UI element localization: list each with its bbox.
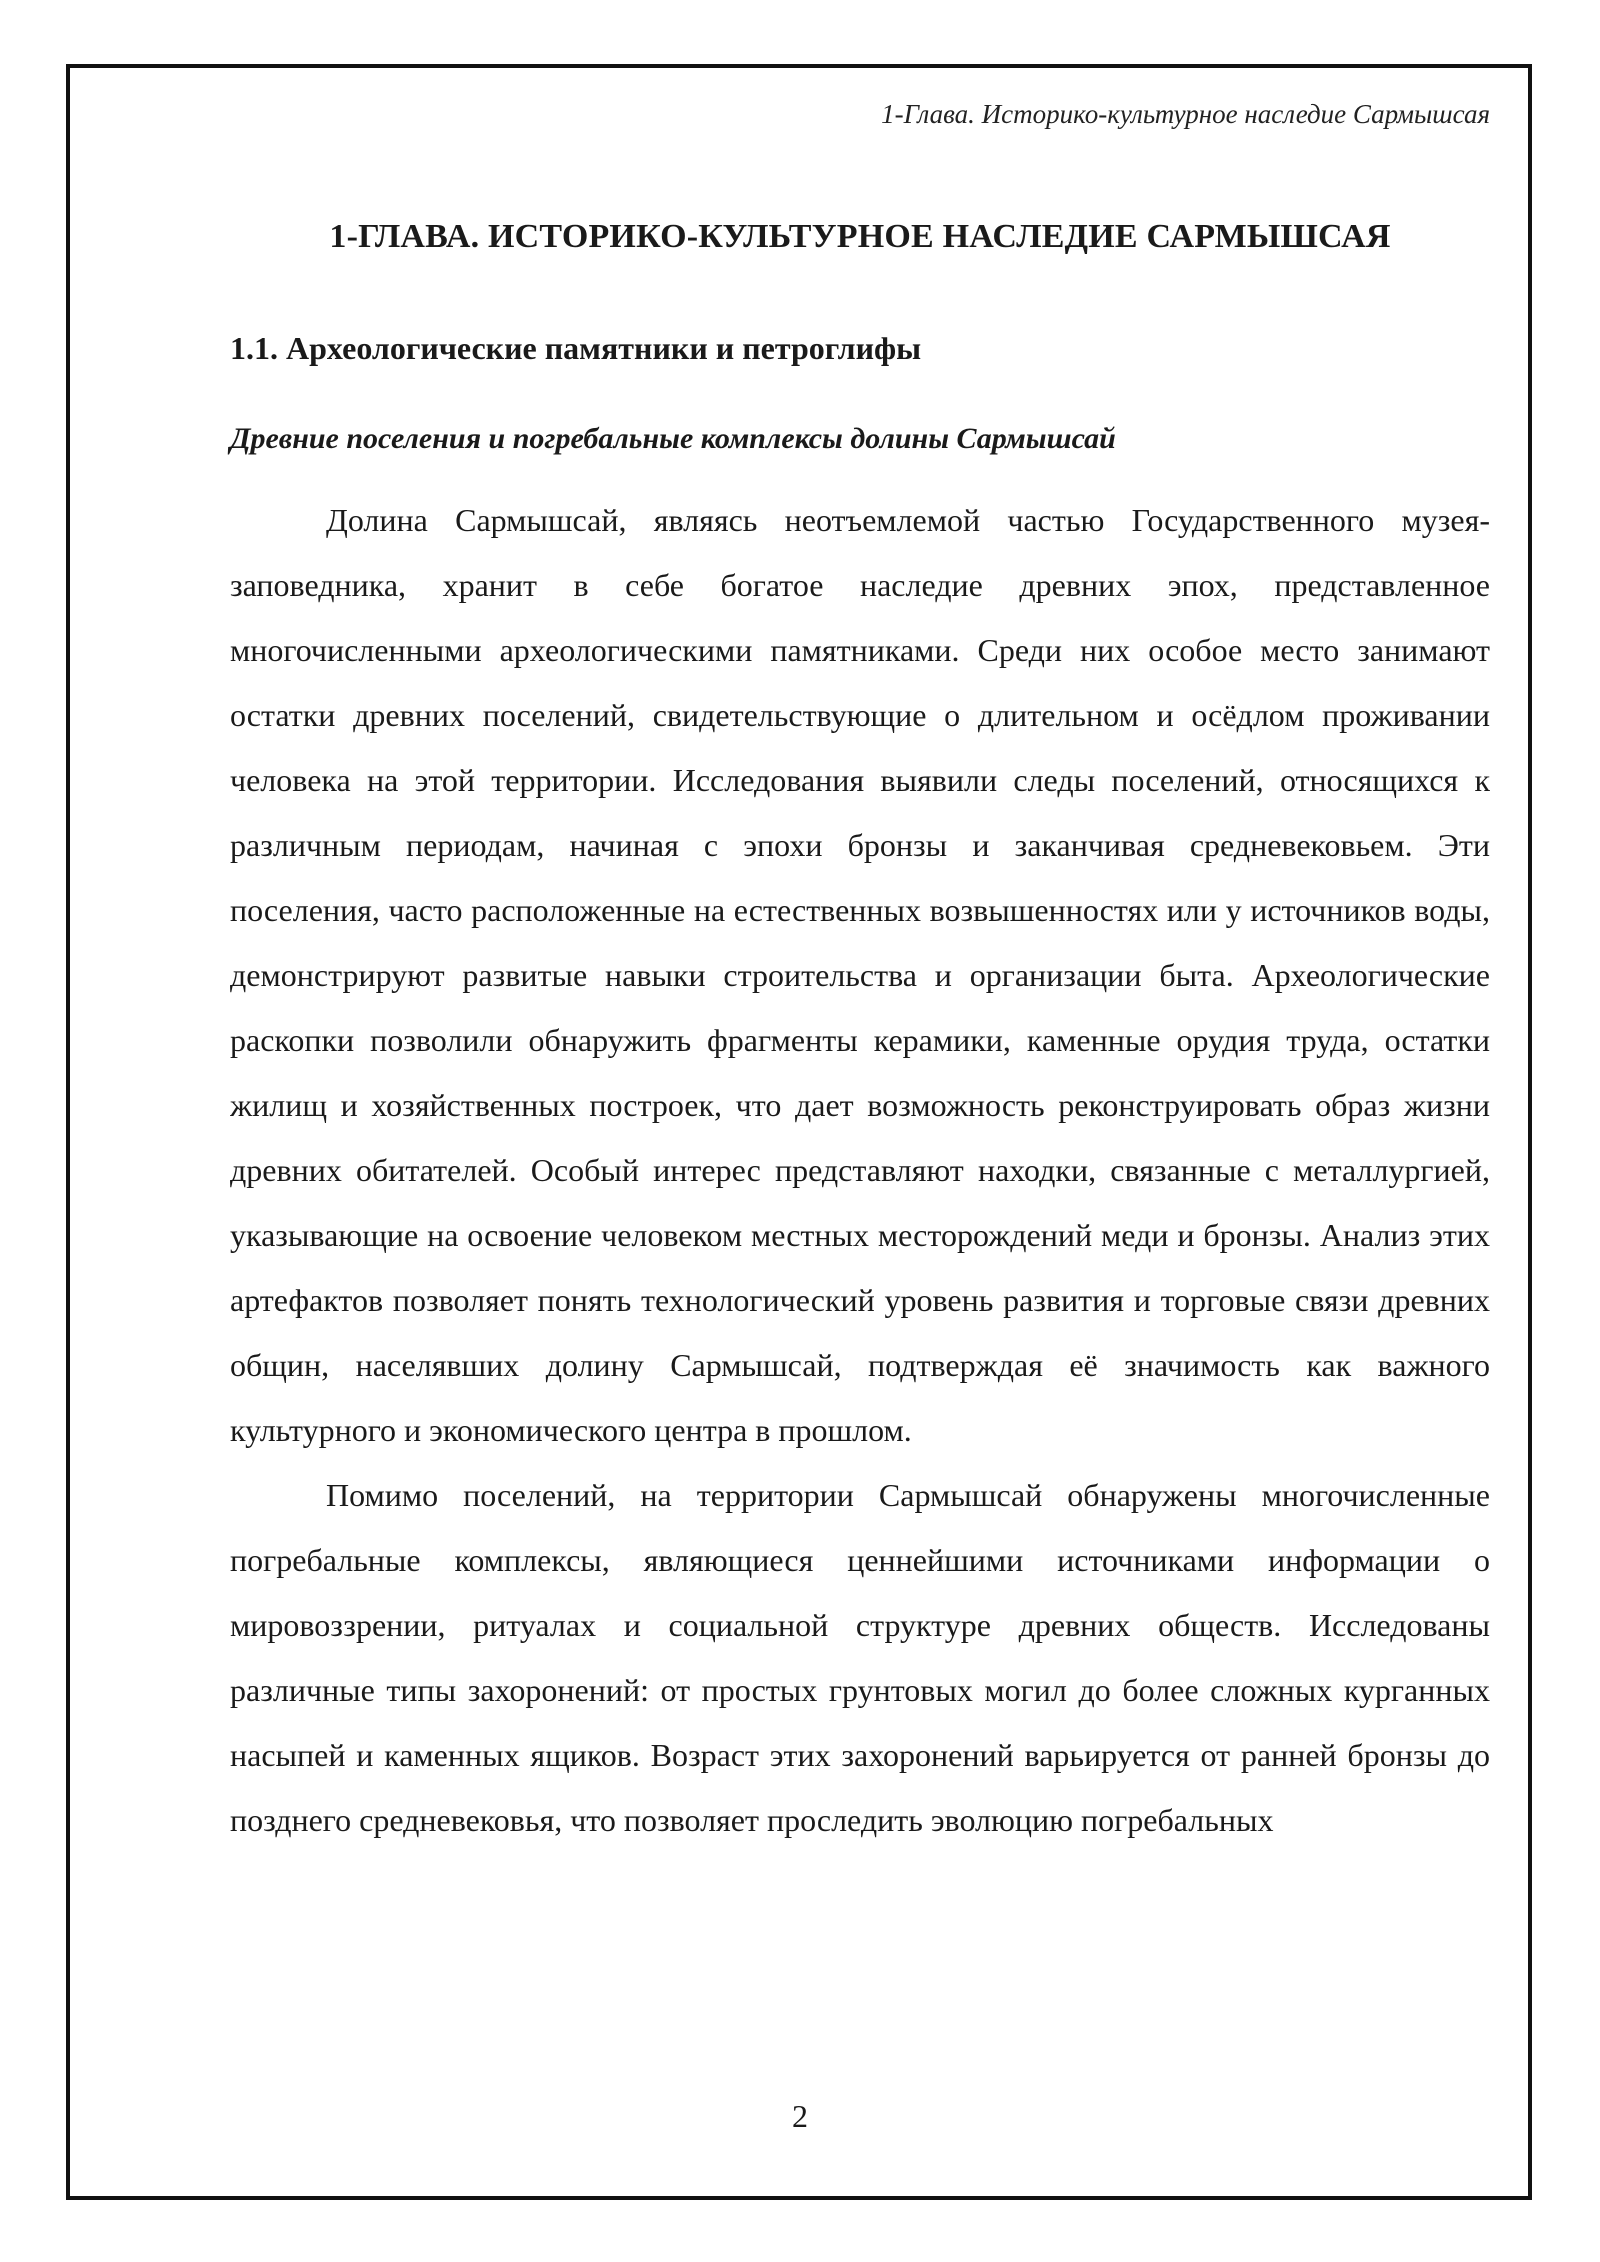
subsection-title: Древние поселения и погребальные комплексы долины Сармышсай	[230, 422, 1116, 455]
body-text	[230, 488, 1490, 2106]
paragraph-2: Помимо поселений, на территории Сармышсай обнаружены многочисленные погребальные комплексы, являющиеся ценнейшими источниками информации о мировоззрении, ритуалах и социальной структуре древних обществ. Исследованы различные типы захоронений: от простых грунтовых могил до более сложных курганных насыпей и каменных ящиков. Возраст этих захоронений варьируется от ранней бронзы до позднего средневековья, что позволяет проследить эволюцию погребальных	[230, 1477, 1490, 1838]
running-header: 1-Глава. Историко-культурное наследие Сармышсая	[881, 99, 1490, 129]
chapter-title: 1-ГЛАВА. ИСТОРИКО-КУЛЬТУРНОЕ НАСЛЕДИЕ САРМЫШСАЯ	[329, 218, 1391, 255]
section-title: 1.1. Археологические памятники и петроглифы	[230, 330, 922, 366]
paragraph-1: Долина Сармышсай, являясь неотъемлемой частью Государственного музея-заповедника, хранит в себе богатое наследие древних эпох, представленное многочисленными археологическими памятниками. Среди них особое место занимают остатки древних поселений, свидетельствующие о длительном и осёдлом проживании человека на этой территории. Исследования выявили следы поселений, относящихся к различным периодам, начиная с эпохи бронзы и заканчивая средневековьем. Эти поселения, часто расположенные на естественных возвышенностях или у источников воды, демонстрируют развитые навыки строительства и организации быта. Археологические раскопки позволили обнаружить фрагменты керамики, каменные орудия труда, остатки жилищ и хозяйственных построек, что дает возможность реконструировать образ жизни древних обитателей. Особый интерес представляют находки, связанные с металлургией, указывающие на освоение человеком местных месторождений меди и бронзы. Анализ этих артефактов позволяет понять технологический уровень развития и торговые связи древних общин, населявших долину Сармышсай, подтверждая её значимость как важного культурного и экономического центра в прошлом.	[230, 502, 1490, 1448]
page-number: 2	[792, 2098, 808, 2134]
